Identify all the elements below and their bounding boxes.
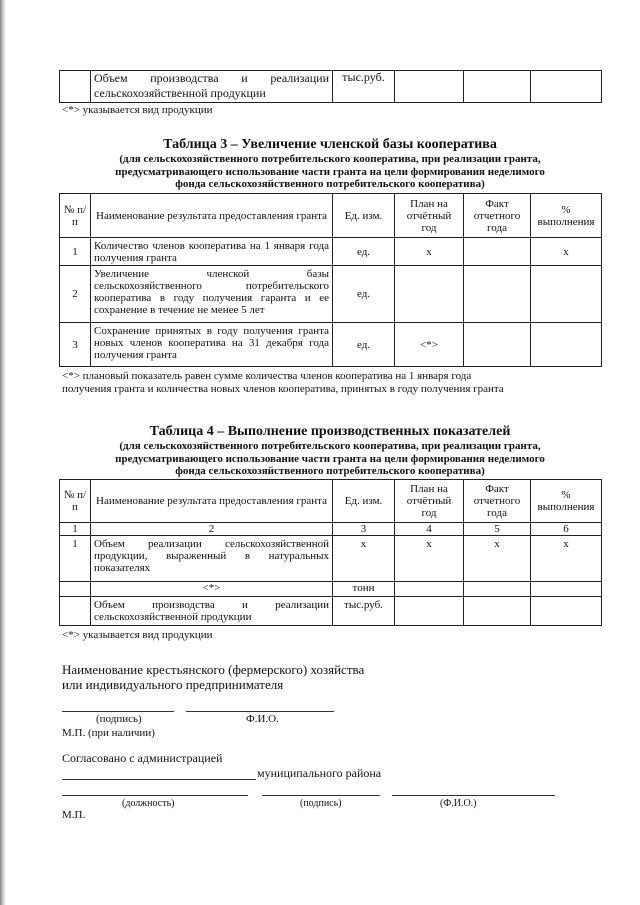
top-name-line1: Объем производства и реализации <box>94 71 329 85</box>
table-row: <*> тонн <box>60 582 602 597</box>
table4-title: Таблица 4 – Выполнение производственных показателей <box>149 424 511 439</box>
table3-subtitle-2: предусматривающего использование части гранта на цели формирования неделимого <box>115 165 545 178</box>
fio-caption: Ф.И.О. <box>246 713 279 725</box>
official-signature-line <box>262 795 380 796</box>
municipality-caption: муниципального района <box>257 766 382 780</box>
table-row: 1 Объем реализации сельскохозяйственной продукции, выраженный в натуральных показателях х х х х <box>60 536 602 582</box>
position-line <box>62 795 248 796</box>
table4-header-unit: Ед. изм. <box>333 480 395 523</box>
official-stamp-caption: М.П. <box>62 809 86 821</box>
top-name-line2: сельскохозяйственной продукции <box>94 86 266 100</box>
table4-header-plan: План на отчётный год <box>395 480 464 523</box>
top-num-cell <box>60 71 91 103</box>
stamp-caption: М.П. (при наличии) <box>62 727 155 739</box>
signature-caption: (подпись) <box>96 713 142 725</box>
table-row: 3 Сохранение принятых в году получения гранта новых членов кооператива на 31 декабря года получения гранта ед. <*> <box>60 323 602 367</box>
position-caption: (должность) <box>122 798 175 809</box>
top-unit-cell: тыс.руб. <box>333 71 395 103</box>
table-row: 2 Увеличение членской базы сельскохозяйственного потребительского кооператива в году получения гаранта и ее сохранение в течение не менее 5 лет ед. <box>60 266 602 323</box>
table3-header-num: № п/п <box>60 194 91 238</box>
table4-subtitle-1: (для сельскохозяйственного потребительского кооператива, при реализации гранта, <box>119 440 541 452</box>
top-table-fragment <box>59 70 602 103</box>
table4-header-name: Наименование результата предоставления гранта <box>91 480 333 523</box>
table-row: Объем производства и реализации сельскохозяйственной продукции тыс.руб. <box>60 597 602 626</box>
table3-subtitle-1: (для сельскохозяйственного потребительского кооператива, при реализации гранта, <box>119 153 541 165</box>
official-signature-caption: (подпись) <box>300 798 342 809</box>
table4-footnote: <*> указывается вид продукции <box>62 629 213 641</box>
table4-header-num: № п/п <box>60 480 91 523</box>
table4-header-percent: % выполнения <box>531 480 602 523</box>
table4-header-fact: Факт отчетного года <box>464 480 531 523</box>
table4 <box>59 479 602 626</box>
table3-title: Таблица 3 – Увеличение членской базы кооператива <box>163 137 497 152</box>
official-fio-caption: (Ф.И.О.) <box>440 798 477 809</box>
signature-line <box>62 711 174 712</box>
agreed-label: Согласовано с администрацией <box>62 751 223 765</box>
table3-header-percent: % выполнения <box>531 194 602 238</box>
fio-line <box>186 711 334 712</box>
table3-subtitle-3: фонда сельскохозяйственного потребительского кооператива) <box>175 178 485 190</box>
table-row: 1 Количество членов кооператива на 1 января года получения гранта ед. х х <box>60 238 602 266</box>
table3-header-fact: Факт отчетного года <box>464 194 531 238</box>
table4-subtitle-2: предусматривающего использование части гранта на цели формирования неделимого <box>115 452 545 465</box>
table4-subtitle-3: фонда сельскохозяйственного потребительского кооператива) <box>175 465 485 477</box>
table3-title-block <box>40 137 620 191</box>
table3-header-unit: Ед. изм. <box>333 194 395 238</box>
table4-title-block <box>40 424 620 478</box>
table4-column-numbers: 1 2 3 4 5 6 <box>60 523 602 536</box>
table3 <box>59 193 602 367</box>
official-fio-line <box>392 795 555 796</box>
table3-footnote: <*> плановый показатель равен сумме количества членов кооператива на 1 января года получения гранта и количества новых членов кооператива, принятых в году получения гранта <box>62 370 504 395</box>
farm-name-label: Наименование крестьянского (фермерского) хозяйства или индивидуального предпринимателя <box>62 662 365 692</box>
table3-header-name: Наименование результата предоставления гранта <box>91 194 333 238</box>
top-footnote: <*> указывается вид продукции <box>62 104 213 116</box>
administration-line <box>62 779 256 780</box>
table3-header-plan: План на отчётный год <box>395 194 464 238</box>
top-name-cell <box>91 71 333 103</box>
